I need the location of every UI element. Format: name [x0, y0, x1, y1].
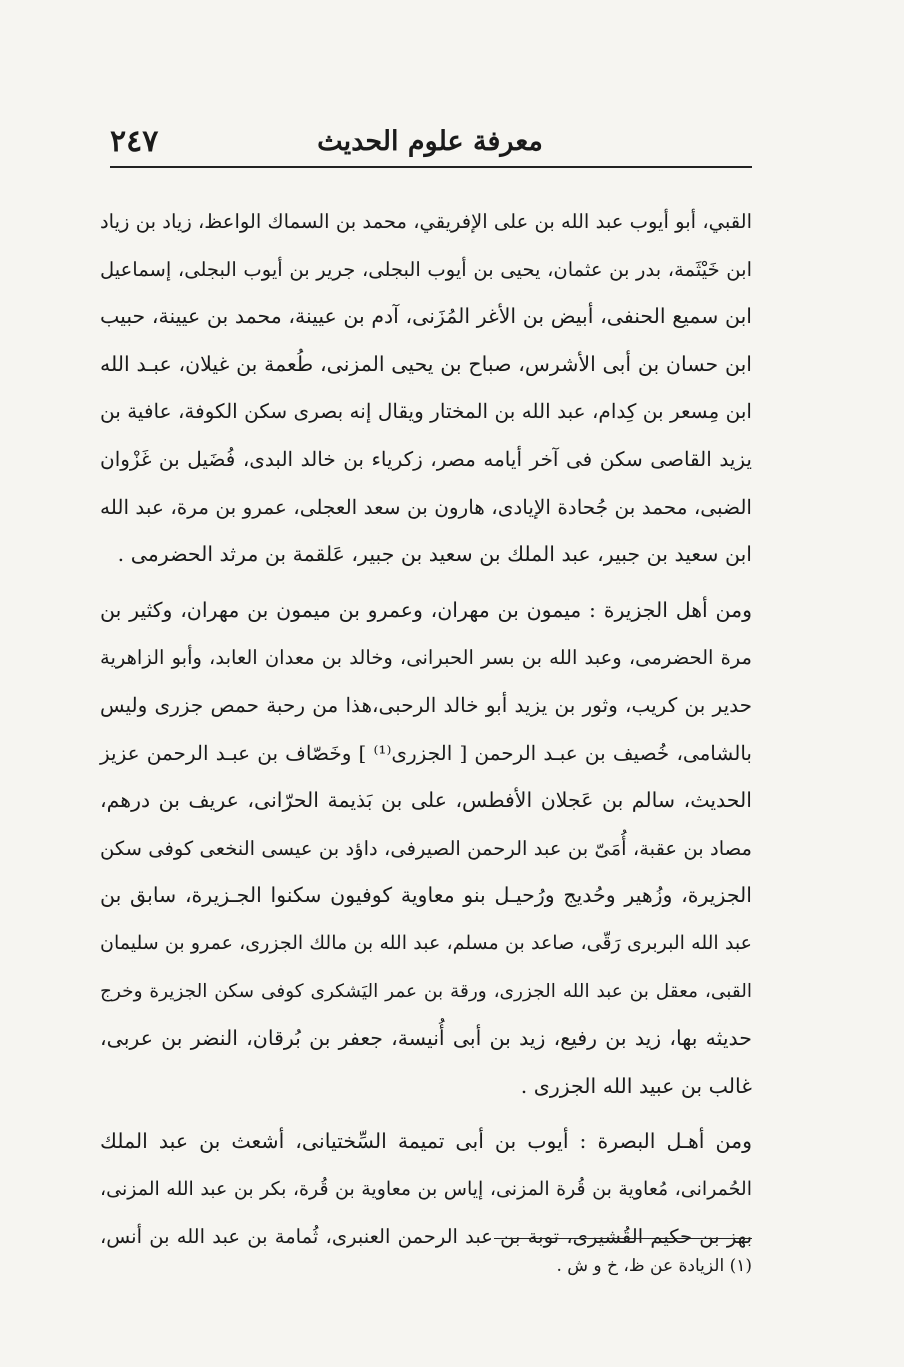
text-line: يزيد القاصى سكن فى آخر أيامه مصر، زكرياء بن خالد البدى، فُضَيل بن غَزْوان	[100, 446, 752, 471]
page-header	[110, 118, 750, 168]
text-line: بهز بن حكيم القُشيرى، توبة بن عبد الرحمن العنبرى، ثُمامة بن عبد الله بن أنس،	[100, 1225, 752, 1249]
header-divider	[110, 166, 752, 168]
text-line: مصاد بن عقبة، أُمَىّ بن عبد الرحمن الصيرفى، داؤد بن عيسى النخعى كوفى سكن	[100, 836, 752, 860]
text-line: الحُمرانى، مُعاوية بن قُرة المزنى، إياس بن معاوية بن قُرة، بكر بن عبد الله المزنى،	[100, 1177, 752, 1200]
text-line: حدير بن كريب، وثور بن يزيد أبو خالد الرحبى،هذا من رحبة حمص جزرى وليس	[100, 692, 752, 717]
text-line: الحديث، سالم بن عَجلان الأفطس، على بن بَذيمة الحرّانى، عريف بن درهم،	[100, 788, 752, 813]
text-line: ابن سعيد بن جبير، عبد الملك بن سعيد بن جبير، عَلقمة بن مرثد الحضرمى .	[117, 542, 752, 567]
text-line: عبد الله البربرى رَقّى، صاعد بن مسلم، عبد الله بن مالك الجزرى، عمرو بن سليمان	[100, 931, 752, 954]
text-line: مرة الحضرمى، وعبد الله بن بسر الحبرانى، وخالد بن معدان العابد، وأبو الزاهرية	[100, 646, 752, 670]
running-title: معرفة علوم الحديث	[317, 126, 543, 157]
text-line: ومن أهـل البصرة : أيوب بن أبى تميمة السِّختيانى، أشعث بن عبد الملك	[100, 1129, 752, 1154]
text-line: ابن حسان بن أبى الأشرس، صباح بن يحيى المزنى، طُعمة بن غيلان، عبـد الله	[100, 351, 752, 376]
text-line: ابن خَيْثَمة، بدر بن عثمان، يحيى بن أيوب البجلى، جرير بن أيوب البجلى، إسماعيل	[100, 257, 752, 281]
text-line: ابن مِسعر بن كِدام، عبد الله بن المختار ويقال إنه بصرى سكن الكوفة، عافية بن	[100, 399, 752, 424]
text-line: القبي، أبو أيوب عبد الله بن على الإفريقي، محمد بن السماك الواعظ، زياد بن زياد	[100, 210, 752, 233]
footnote: (١) الزيادة عن ظ، خ و ش .	[556, 1256, 752, 1276]
text-line: الضبى، محمد بن جُحادة الإيادى، هارون بن سعد العجلى، عمرو بن مرة، عبد الله	[100, 494, 752, 519]
text-line: بالشامى، خُصيف بن عبـد الرحمن [ الجزرى⁽¹⁾ ] وخَصّاف بن عبـد الرحمن عزيز	[100, 740, 752, 765]
paragraph-jazira-narrators	[100, 587, 752, 1111]
page-number: ٢٤٧	[110, 124, 159, 159]
text-line: القبى، معقل بن عبد الله الجزرى، ورقة بن عمر اليَشكرى كوفى سكن الجزيرة وخرج	[100, 980, 752, 1002]
text-line: ومن أهل الجزيرة : ميمون بن مهران، وعمرو بن ميمون بن مهران، وكثير بن	[100, 597, 752, 622]
paragraph-basra-narrators	[100, 1118, 752, 1261]
text-line: الجزيرة، وزُهير وحُديج ورُحيـل بنو معاوية كوفيون سكنوا الجـزيرة، سابق بن	[100, 883, 752, 908]
text-line: ابن سميع الحنفى، أبيض بن الأغر المُزَنى، آدم بن عيينة، محمد بن عيينة، حبيب	[100, 304, 752, 329]
main-text	[100, 198, 752, 1261]
paragraph-kufa-narrators	[100, 198, 752, 579]
text-line: حديثه بها، زيد بن رفيع، زيد بن أبى أُنيسة، جعفر بن بُرقان، النضر بن عربى،	[100, 1026, 752, 1051]
footnote-divider	[494, 1238, 752, 1239]
text-line: غالب بن عبيد الله الجزرى .	[520, 1073, 752, 1098]
